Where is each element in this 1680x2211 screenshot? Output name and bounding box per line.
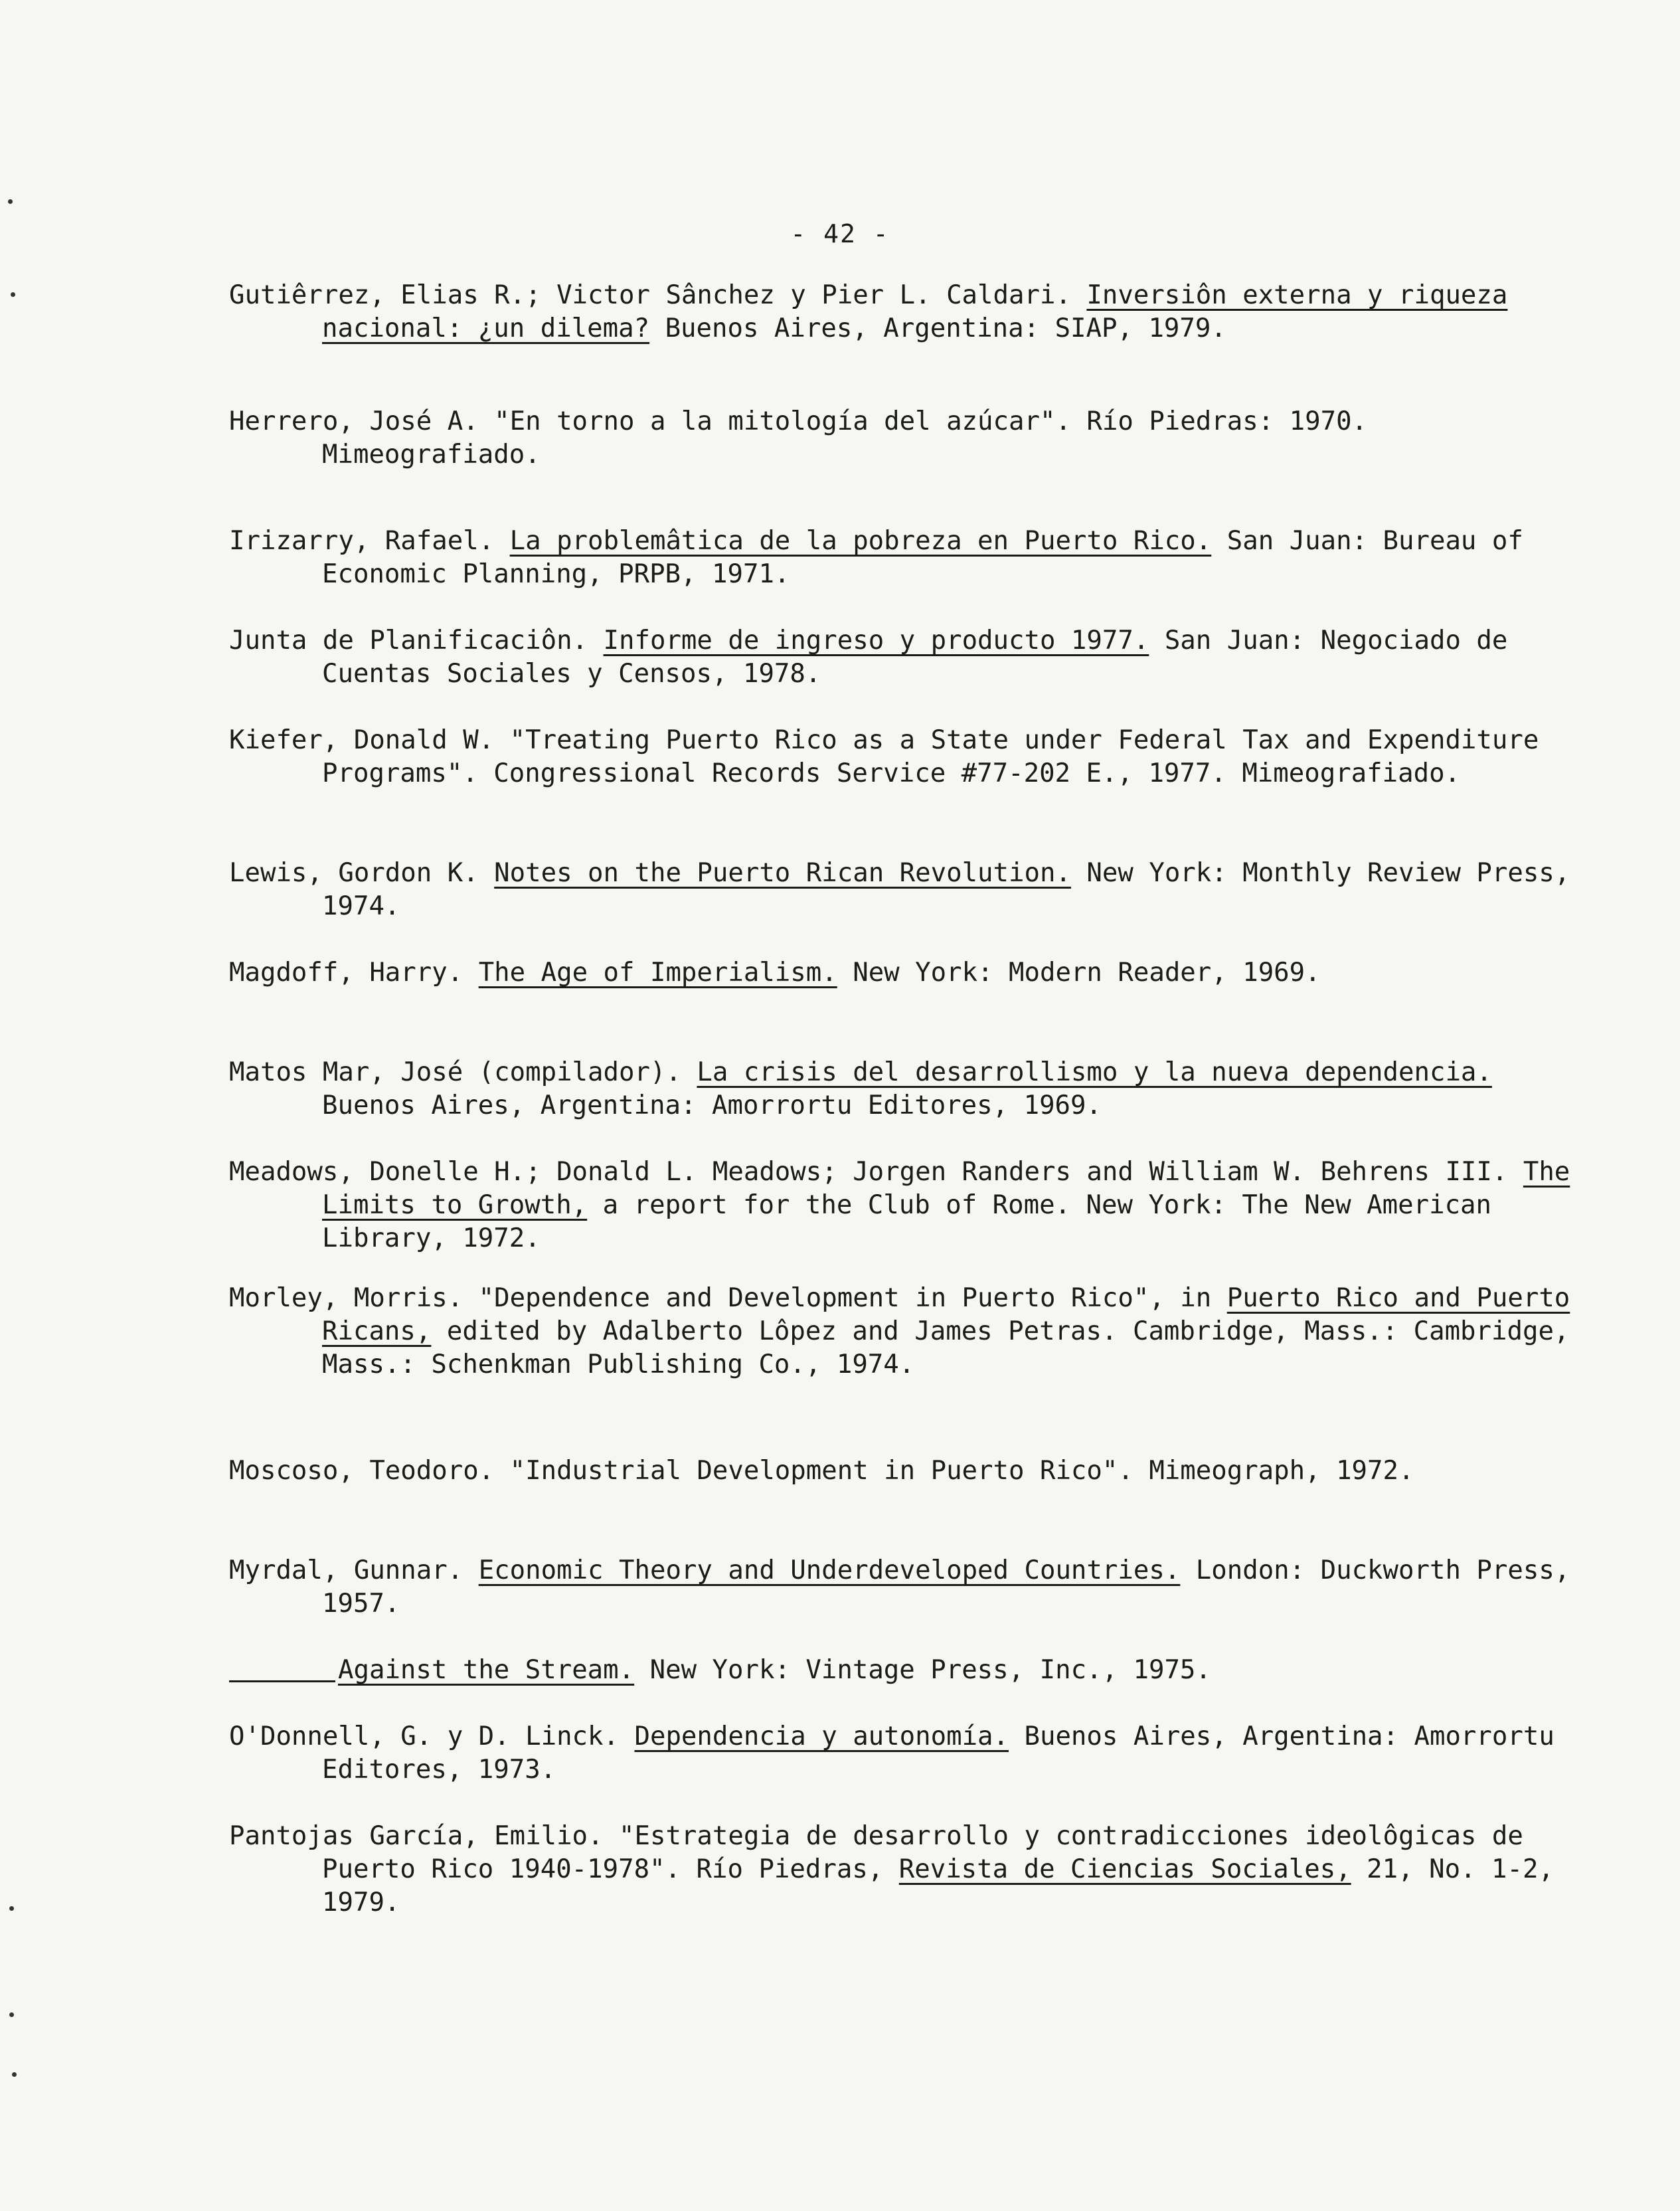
bibliography-entry: Junta de Planificaciôn. Informe de ingreso y producto 1977. San Juan: Negociado de Cuentas Sociales y Censos, 1978. xyxy=(229,626,1508,689)
scan-speck xyxy=(9,2012,14,2017)
scan-speck xyxy=(9,1906,14,1911)
bibliography-entry: Kiefer, Donald W. "Treating Puerto Rico as a State under Federal Tax and Expenditure Programs". Congressional Records Service #77-202 E., 1977. Mimeografiado. xyxy=(229,725,1539,788)
bibliography-entry: Morley, Morris. "Dependence and Development in Puerto Rico", in Puerto Rico and Puerto Ricans, edited by Adalberto Lôpez and James Petras. Cambridge, Mass.: Cambridge, Mass.: Schenkman Publishing Co., 1974. xyxy=(229,1283,1570,1379)
bibliography-entry: Magdoff, Harry. The Age of Imperialism. New York: Modern Reader, 1969. xyxy=(229,958,1321,988)
entry-title: Notes on the Puerto Rican Revolution. xyxy=(494,858,1071,888)
entry-title: Informe de ingreso y producto 1977. xyxy=(603,626,1149,656)
bibliography-entry: Myrdal, Gunnar. Economic Theory and Underdeveloped Countries. London: Duckworth Press, 1957. xyxy=(229,1555,1570,1619)
scan-speck xyxy=(8,199,13,204)
bibliography-entry: Pantojas García, Emilio. "Estrategia de desarrollo y contradicciones ideolôgicas de Puerto Rico 1940-1978". Río Piedras, Revista de Ciencias Sociales, 21, No. 1-2, 1979. xyxy=(229,1821,1554,1917)
scan-speck xyxy=(11,292,15,297)
entry-title: La problemâtica de la pobreza en Puerto Rico. xyxy=(509,526,1212,556)
bibliography-entry: Irizarry, Rafael. La problemâtica de la pobreza en Puerto Rico. San Juan: Bureau of Economic Planning, PRPB, 1971. xyxy=(229,526,1523,589)
bibliography-entry: Against the Stream. New York: Vintage Press, Inc., 1975. xyxy=(229,1654,1491,1687)
bibliography-entry: Lewis, Gordon K. Notes on the Puerto Rican Revolution. New York: Monthly Review Press, 1974. xyxy=(229,858,1570,921)
scan-speck xyxy=(12,2072,17,2077)
bibliography-entry: Herrero, José A. "En torno a la mitología del azúcar". Río Piedras: 1970. Mimeografiado. xyxy=(229,406,1368,470)
entry-title: The Age of Imperialism. xyxy=(478,958,837,988)
ditto-dash xyxy=(229,1680,335,1682)
entry-title: The Limits to Growth, xyxy=(322,1157,1570,1220)
bibliography-entry: Moscoso, Teodoro. "Industrial Development in Puerto Rico". Mimeograph, 1972. xyxy=(229,1456,1414,1486)
entry-title: Against the Stream. xyxy=(338,1655,635,1685)
bibliography-entry: Matos Mar, José (compilador). La crisis del desarrollismo y la nueva dependencia. Buenos Aires, Argentina: Amorrortu Editores, 1969. xyxy=(229,1057,1492,1120)
bibliography-entry: Meadows, Donelle H.; Donald L. Meadows; Jorgen Randers and William W. Behrens III. The Limits to Growth, a report for the Club of Rome. New York: The New American Library, 1972. xyxy=(229,1157,1570,1253)
entry-title: La crisis del desarrollismo y la nueva dependencia. xyxy=(697,1057,1492,1087)
bibliography-entry: O'Donnell, G. y D. Linck. Dependencia y autonomía. Buenos Aires, Argentina: Amorrortu Editores, 1973. xyxy=(229,1722,1554,1785)
entry-title: Economic Theory and Underdeveloped Countries. xyxy=(478,1555,1181,1585)
entry-title: Revista de Ciencias Sociales, xyxy=(898,1854,1351,1884)
entry-title: Inversiôn externa y riqueza nacional: ¿un dilema? xyxy=(322,280,1508,343)
bibliography-entry: Gutiêrrez, Elias R.; Victor Sânchez y Pier L. Caldari. Inversiôn externa y riqueza nacional: ¿un dilema? Buenos Aires, Argentina: SIAP, 1979. xyxy=(229,280,1508,343)
page-number: - 42 - xyxy=(790,219,890,248)
entry-title: Puerto Rico and Puerto Ricans, xyxy=(322,1283,1570,1346)
entry-title: Dependencia y autonomía. xyxy=(634,1722,1009,1751)
